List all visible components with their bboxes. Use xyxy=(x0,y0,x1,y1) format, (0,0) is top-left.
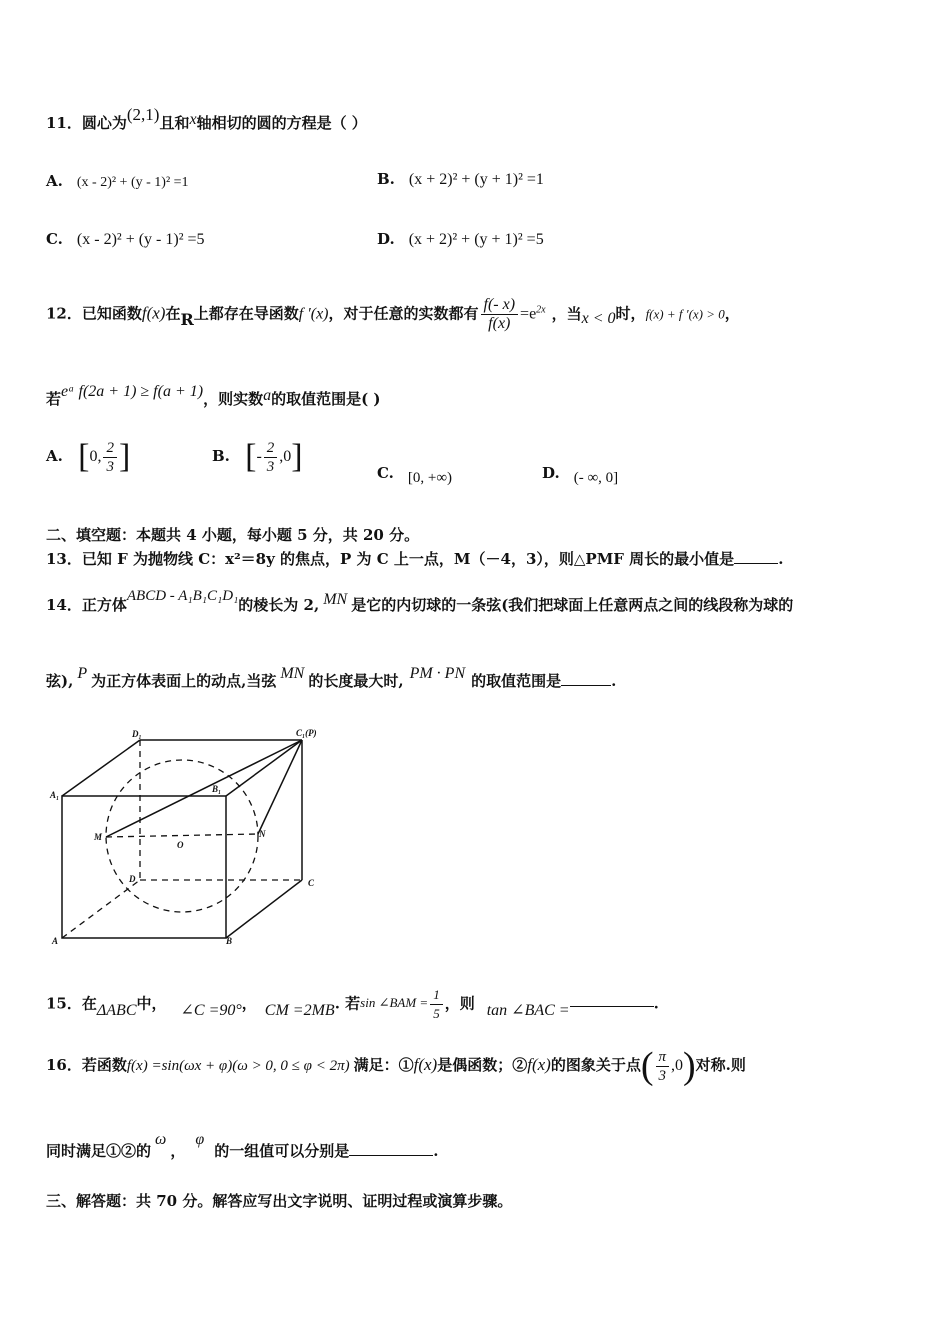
q12-line2-mid: ，则实数 xyxy=(203,390,264,408)
question-12 xyxy=(46,296,740,340)
q12-r: R xyxy=(180,309,194,329)
label-n: N xyxy=(259,829,266,839)
question-11 xyxy=(46,105,367,133)
q12-ineq: f(x) + f ′(x) > 0 xyxy=(645,306,725,322)
label-b1: B₁ xyxy=(212,784,222,794)
q11-center: (2,1) xyxy=(126,105,160,124)
q16-line2-end: 的一组值可以分别是 xyxy=(214,1142,350,1160)
q12-end: ， xyxy=(724,304,740,323)
q15-ruo: . 若 xyxy=(334,994,361,1013)
q12-prefix: 12．已知函数 xyxy=(46,304,142,323)
q16-function: f(x) =sin(ωx + φ)(ω > 0, 0 ≤ φ < 2π) xyxy=(126,1058,350,1074)
edge-b1-c1 xyxy=(226,740,302,796)
question-15 xyxy=(46,986,659,1023)
cube-sphere-diagram xyxy=(40,722,340,952)
q15-end: . xyxy=(653,994,659,1013)
q16-period: . xyxy=(433,1142,439,1160)
q12-line2-math: eᵃ f(2a + 1) ≥ f(a + 1) xyxy=(61,383,204,400)
q15-ze: ，则 xyxy=(444,994,475,1013)
q15-angle: ∠C =90° xyxy=(180,1001,242,1019)
question-16 xyxy=(46,1044,746,1092)
q14-answer-blank xyxy=(561,685,611,686)
q16-prefix: 16．若函数 xyxy=(46,1056,127,1074)
paren-left: ( xyxy=(640,1045,654,1087)
q14-line2-mid2: 的长度最大时, xyxy=(308,672,404,690)
option-text: (x + 2)² + (y + 1)² =1 xyxy=(408,171,544,188)
q13-end: . xyxy=(778,550,784,568)
q12-fpx: f ′(x) xyxy=(298,305,329,323)
q16-omega: ω xyxy=(155,1131,167,1148)
q14-dot: PM · PN xyxy=(409,665,466,682)
question-14-line2 xyxy=(46,665,617,691)
q16-fx2: f(x) xyxy=(527,1055,551,1074)
fraction-numerator: 1 xyxy=(430,986,443,1005)
bracket-right: ] xyxy=(118,438,131,475)
chord-mn xyxy=(106,834,258,837)
cube-front-face xyxy=(62,796,226,938)
q16-phi: φ xyxy=(195,1131,205,1148)
q12-line2-pre: 若 xyxy=(46,390,62,408)
label-c: C xyxy=(308,878,315,888)
q15-cm: CM =2MB xyxy=(264,1001,335,1019)
section-3-heading: 三、解答题：共 70 分。解答应写出文字说明、证明过程或演算步骤。 xyxy=(46,1192,513,1210)
option-text: (x + 2)² + (y + 1)² =5 xyxy=(408,231,544,248)
option-fraction xyxy=(264,439,278,476)
q14-line2-pre: 弦), xyxy=(46,672,74,690)
q12-fx: f(x) xyxy=(141,303,166,323)
q12-cond: x < 0 xyxy=(581,309,616,327)
question-14 xyxy=(46,588,794,615)
question-13 xyxy=(46,548,783,569)
question-16-line2 xyxy=(46,1131,439,1161)
fraction-denominator: 3 xyxy=(106,458,114,475)
bracket-left: [ xyxy=(245,438,257,475)
fraction-denominator: 3 xyxy=(266,458,275,475)
fraction-numerator: 2 xyxy=(264,439,278,458)
fraction-denominator: 5 xyxy=(433,1006,440,1021)
q14-line2-mid: 为正方体表面上的动点,当弦 xyxy=(91,672,277,690)
q14-mn: MN xyxy=(323,591,348,608)
q13-answer-blank xyxy=(734,563,778,564)
option-text: [0, +∞) xyxy=(407,470,453,486)
option-pre: 0, xyxy=(89,448,102,465)
q15-prefix: 15．在 xyxy=(46,994,97,1013)
q14-mid: 的棱长为 2, xyxy=(238,596,320,614)
q11-option-c xyxy=(46,230,205,249)
label-o: O xyxy=(177,840,184,850)
q12-time: 时， xyxy=(615,304,646,323)
q15-sep: ， xyxy=(241,994,257,1013)
q14-rest: 是它的内切球的一条弦(我们把球面上任意两点之间的线段称为球的 xyxy=(351,596,794,614)
q14-period: . xyxy=(611,672,617,690)
q11-option-d xyxy=(377,230,544,249)
q16-end: 对称.则 xyxy=(695,1056,746,1074)
option-fraction xyxy=(103,439,117,476)
q12-option-c xyxy=(377,464,453,486)
q12-eq: =e xyxy=(520,305,537,323)
section-2-heading: 二、填空题：本题共 4 小题，每小题 5 分，共 20 分。 xyxy=(46,526,420,544)
edge-a1-d1 xyxy=(62,740,140,796)
q14-prefix: 14．正方体 xyxy=(46,596,127,614)
q11-option-a xyxy=(46,172,189,191)
q12-option-d xyxy=(542,464,619,486)
hidden-edge-a-d xyxy=(62,880,140,938)
q15-mid: 中， xyxy=(136,994,167,1013)
q12-in: 在 xyxy=(165,304,181,323)
q12-line2-end: 的取值范围是( ) xyxy=(271,390,381,408)
q12-option-b xyxy=(212,438,303,476)
option-label: C. xyxy=(377,464,394,482)
bracket-right: ] xyxy=(291,438,303,475)
q14-p: P xyxy=(77,665,88,682)
q12-mid: 上都存在导函数 xyxy=(193,304,299,323)
q14-cube: ABCD - A₁B₁C₁D₁ xyxy=(126,588,239,604)
option-text: (x - 2)² + (y - 1)² =5 xyxy=(76,231,205,248)
option-label: A. xyxy=(46,172,63,190)
option-label: B. xyxy=(212,447,230,465)
q16-fraction xyxy=(656,1048,670,1085)
q12-line2-var: a xyxy=(263,387,272,404)
label-c1p: C₁(P) xyxy=(296,728,317,738)
option-label: B. xyxy=(377,170,395,188)
q15-triangle: ΔABC xyxy=(96,1001,137,1019)
q15-fraction xyxy=(430,986,443,1023)
q12-fraction xyxy=(481,296,519,333)
q15-answer-blank xyxy=(570,1006,654,1007)
fraction-denominator: f(x) xyxy=(488,315,511,332)
q12-when: ，当 xyxy=(551,304,582,323)
paren-right: ) xyxy=(683,1045,696,1087)
q13-text: 13．已知 F 为抛物线 C：x²＝8y 的焦点，P 为 C 上一点，M（－4，3），则△PMF 周长的最小值是 xyxy=(46,550,735,568)
label-m: M xyxy=(94,832,103,842)
label-a1: A₁ xyxy=(50,790,60,800)
q11-prefix: 11．圆心为 xyxy=(46,114,127,132)
q12-exp: 2x xyxy=(536,304,546,316)
q16-answer-blank xyxy=(349,1155,433,1156)
option-label: A. xyxy=(46,447,63,465)
q11-suffix: 轴相切的圆的方程是（ ） xyxy=(196,114,367,132)
fraction-denominator: 3 xyxy=(658,1067,666,1084)
fraction-numerator: f(- x) xyxy=(481,296,519,315)
q14-mn2: MN xyxy=(280,665,305,682)
line-c1-n xyxy=(258,740,302,834)
option-label: D. xyxy=(542,464,560,482)
q16-pzero: ,0 xyxy=(671,1057,684,1074)
q14-line2-end: 的取值范围是 xyxy=(471,672,562,690)
option-pre: - xyxy=(256,448,262,465)
option-label: D. xyxy=(377,230,395,248)
q11-option-b xyxy=(377,170,544,189)
label-b: B xyxy=(226,936,233,946)
option-text: (- ∞, 0] xyxy=(573,470,619,486)
q11-axis: x xyxy=(189,111,197,128)
label-a: A xyxy=(52,936,59,946)
q12-mid2: ，对于任意的实数都有 xyxy=(328,304,479,323)
label-d: D xyxy=(129,874,136,884)
q16-mid: 满足：① xyxy=(353,1056,414,1074)
q16-even: 是偶函数；② xyxy=(437,1056,528,1074)
q16-fx: f(x) xyxy=(413,1055,438,1074)
label-d1: D₁ xyxy=(132,729,142,739)
q11-mid: 且和 xyxy=(159,114,190,132)
option-text: (x - 2)² + (y - 1)² =1 xyxy=(76,175,189,190)
q15-tan: tan ∠BAC = xyxy=(486,1001,570,1019)
q16-sym: 的图象关于点 xyxy=(550,1056,641,1074)
q12-option-a xyxy=(46,438,130,476)
q16-comma: ， xyxy=(170,1142,186,1160)
fraction-numerator: π xyxy=(656,1048,670,1067)
option-label: C. xyxy=(46,230,63,248)
line-c1-m xyxy=(106,740,302,837)
bracket-left: [ xyxy=(78,438,90,475)
q15-sin: sin ∠BAM = xyxy=(360,994,429,1010)
q16-line2-pre: 同时满足①②的 xyxy=(46,1142,152,1160)
option-post: ,0 xyxy=(279,448,292,465)
question-12-line2 xyxy=(46,383,381,409)
fraction-numerator: 2 xyxy=(103,439,117,458)
